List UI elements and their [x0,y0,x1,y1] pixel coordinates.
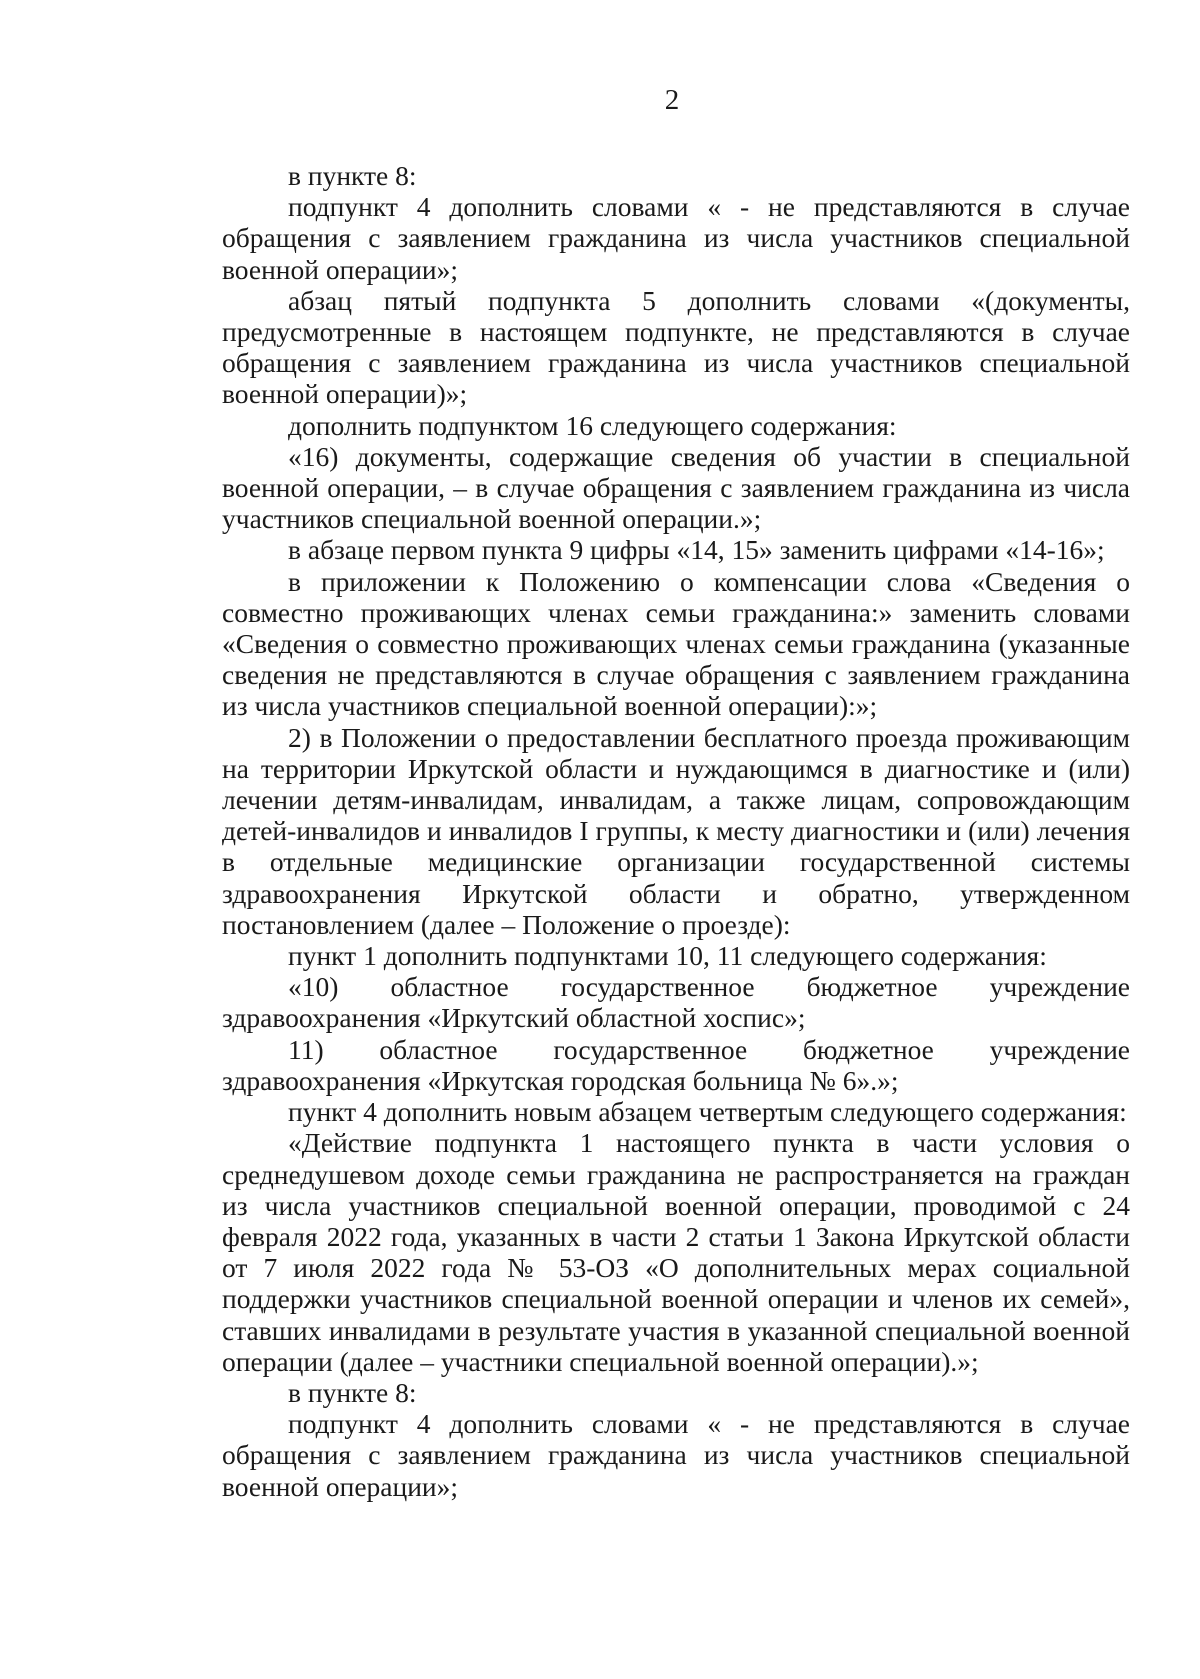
paragraph: в приложении к Положению о компенсации слова «Сведения о совместно проживающих членах семьи гражданина:» заменить словами «Сведения о совместно проживающих членах семьи гражданина (указанные сведения не представляются в случае обращения с заявлением гражданина из числа участников специальной военной операции):»; [222,565,1130,722]
paragraph: «Действие подпункта 1 настоящего пункта в части условия о среднедушевом доходе семьи гражданина не распространяется на граждан из числа участников специальной военной операции, проводимой с 24 февраля 2022 года, указанных в части 2 статьи 1 Закона Иркутской области от 7 июля 2022 года № 53-ОЗ «О дополнительных мерах социальной поддержки участников специальной военной операции и членов их семей», ставших инвалидами в результате участия в указанной специальной военной операции (далее – участники специальной военной операции).»; [222,1127,1130,1377]
paragraph: 11) областное государственное бюджетное учреждение здравоохранения «Иркутская городская больница № 6».»; [222,1033,1130,1096]
paragraph: «10) областное государственное бюджетное учреждение здравоохранения «Иркутский областной хоспис»; [222,971,1130,1034]
paragraph: пункт 1 дополнить подпунктами 10, 11 следующего содержания: [288,940,1047,972]
document-body [222,160,1130,1502]
paragraph: абзац пятый подпункта 5 дополнить словами «(документы, предусмотренные в настоящем подпункте, не представляются в случае обращения с заявлением гражданина из числа участников специальной военной операции)»; [222,284,1130,410]
paragraph: подпункт 4 дополнить словами « - не представляются в случае обращения с заявлением гражданина из числа участников специальной военной операции»; [222,1408,1130,1502]
paragraph: «16) документы, содержащие сведения об участии в специальной военной операции, – в случае обращения с заявлением гражданина из числа участников специальной военной операции.»; [222,440,1130,535]
paragraph: в абзаце первом пункта 9 цифры «14, 15» заменить цифрами «14-16»; [288,534,1105,566]
paragraph: 2) в Положении о предоставлении бесплатного проезда проживающим на территории Иркутской области и нуждающимся в диагностике и (или) лечении детям-инвалидам, инвалидам, а также лицам, сопровождающим детей-инвалидов и инвалидов I группы, к месту диагностики и (или) лечения в отдельные медицинские организации государственной системы здравоохранения Иркутской области и обратно, утвержденном постановлением (далее – Положение о проезде): [222,721,1130,940]
paragraph: в пункте 8: [288,1376,417,1408]
page-number: 2 [664,84,680,116]
paragraph: в пункте 8: [288,160,417,191]
paragraph: подпункт 4 дополнить словами « - не представляются в случае обращения с заявлением гражданина из числа участников специальной военной операции»; [222,191,1130,285]
paragraph: дополнить подпунктом 16 следующего содержания: [288,409,897,441]
paragraph: пункт 4 дополнить новым абзацем четвертым следующего содержания: [288,1096,1127,1128]
